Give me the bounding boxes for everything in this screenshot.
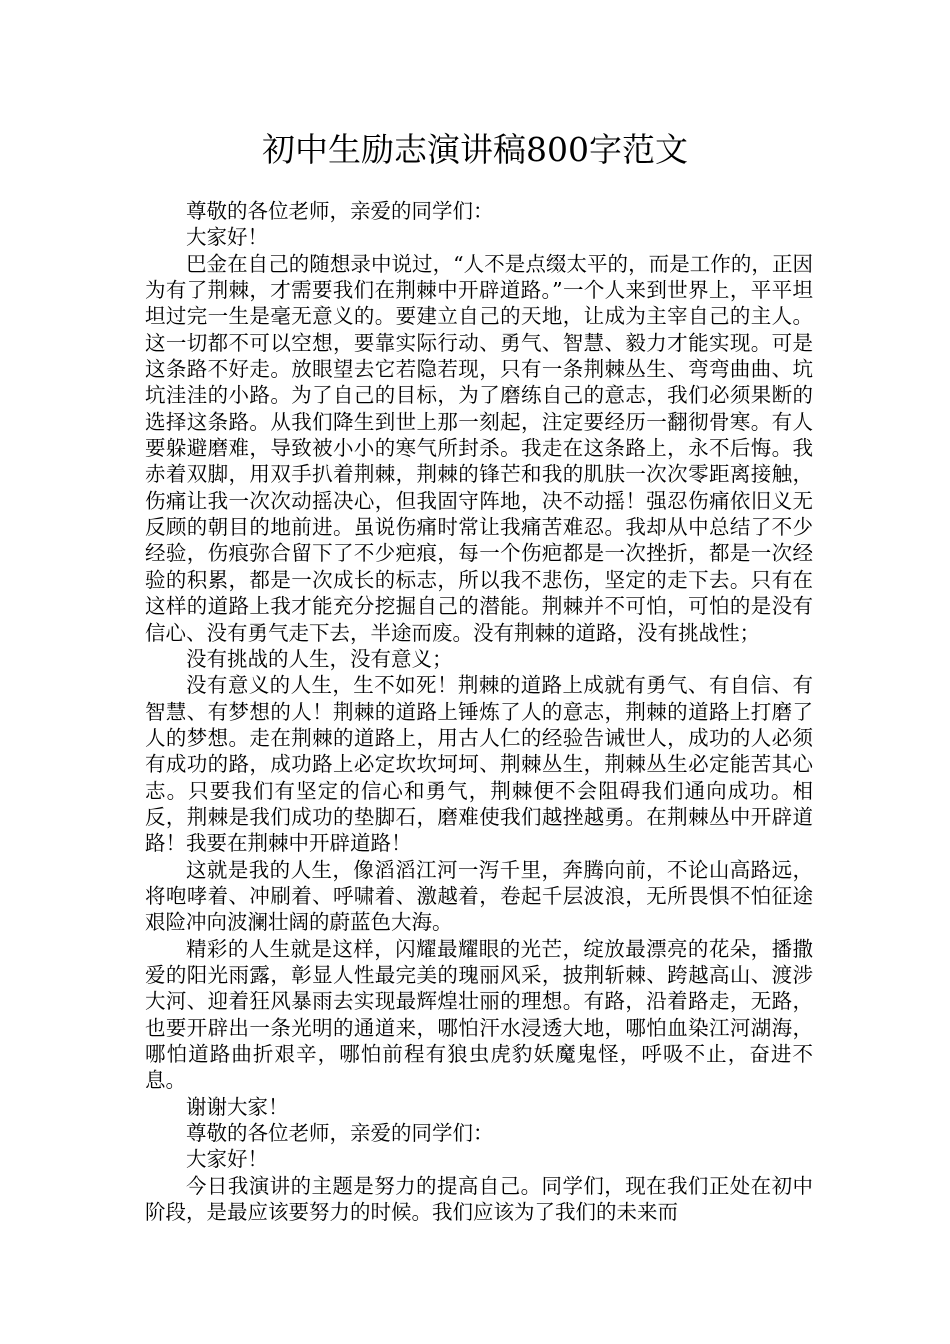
paragraph-greeting: 尊敬的各位老师，亲爱的同学们： [186,199,494,223]
page-title: 初中生励志演讲稿800字范文 [262,130,688,169]
paragraph: 没有意义的人生，生不如死！荆棘的道路上成就有勇气、有自信、有智慧、有梦想的人！荆棘的道路上锤炼了人的意志，荆棘的道路上打磨了人的梦想。走在荆棘的道路上，用古人仁的经验告诫世人，成功的人必须有成功的路，成功路上必定坎坎坷坷、荆棘丛生，荆棘丛生必定能苦其心志。只要我们有坚定的信心和勇气，荆棘便不会阻碍我们通向成功。相反，荆棘是我们成功的垫脚石，磨难使我们越挫越勇。在荆棘丛中开辟道路！我要在荆棘中开辟道路！ [145,673,813,856]
paragraph: 巴金在自己的随想录中说过，“人不是点缀太平的，而是工作的，正因为有了荆棘，才需要我们在荆棘中开辟道路。”一个人来到世界上，平平坦坦过完一生是毫无意义的。要建立自己的天地，让成为主宰自己的主人。这一切都不可以空想，要靠实际行动、勇气、智慧、毅力才能实现。可是这条路不好走。放眼望去它若隐若现，只有一条荆棘丛生、弯弯曲曲、坑坑洼洼的小路。为了自己的目标，为了磨练自己的意志，我们必须果断的选择这条路。从我们降生到世上那一刻起，注定要经历一翻彻骨寒。有人要躲避磨难，导致被小小的寒气所封杀。我走在这条路上，永不后悔。我赤着双脚，用双手扒着荆棘，荆棘的锋芒和我的肌肤一次次零距离接触，伤痛让我一次次动摇决心，但我固守阵地，决不动摇！强忍伤痛依旧义无反顾的朝目的地前进。虽说伤痛时常让我痛苦难忍。我却从中总结了不少经验，伤痕弥合留下了不少疤痕，每一个伤疤都是一次挫折，都是一次经验的积累，都是一次成长的标志，所以我不悲伤，坚定的走下去。只有在这样的道路上我才能充分挖掘自己的潜能。荆棘并不可怕，可怕的是没有信心、没有勇气走下去，半途而废。没有荆棘的道路，没有挑战性； [145,251,813,645]
paragraph: 精彩的人生就是这样，闪耀最耀眼的光芒，绽放最漂亮的花朵，播撒爱的阳光雨露，彰显人性最完美的瑰丽风采，披荆斩棘、跨越高山、渡涉大河、迎着狂风暴雨去实现最辉煌壮丽的理想。有路，沿着路走，无路，也要开辟出一条光明的通道来，哪怕汗水浸透大地，哪怕血染江河湖海，哪怕道路曲折艰辛，哪怕前程有狼虫虎豹妖魔鬼怪，呼吸不止，奋进不息。 [145,936,813,1093]
paragraph-thanks: 谢谢大家！ [186,1094,289,1119]
paragraph-hello: 大家好！ [186,1147,268,1172]
paragraph: 没有挑战的人生，没有意义； [186,646,453,671]
paragraph-greeting: 尊敬的各位老师，亲爱的同学们： [186,1121,494,1146]
paragraph: 今日我演讲的主题是努力的提高自己。同学们，现在我们正处在初中阶段，是最应该要努力的时候。我们应该为了我们的未来而 [145,1173,813,1225]
document-body [145,198,813,1225]
paragraph: 这就是我的人生，像滔滔江河一泻千里，奔腾向前，不论山高路远，将咆哮着、冲刷着、呼啸着、激越着，卷起千层波浪，无所畏惧不怕征途艰险冲向波澜壮阔的蔚蓝色大海。 [145,857,813,935]
paragraph-hello: 大家好！ [186,225,268,250]
